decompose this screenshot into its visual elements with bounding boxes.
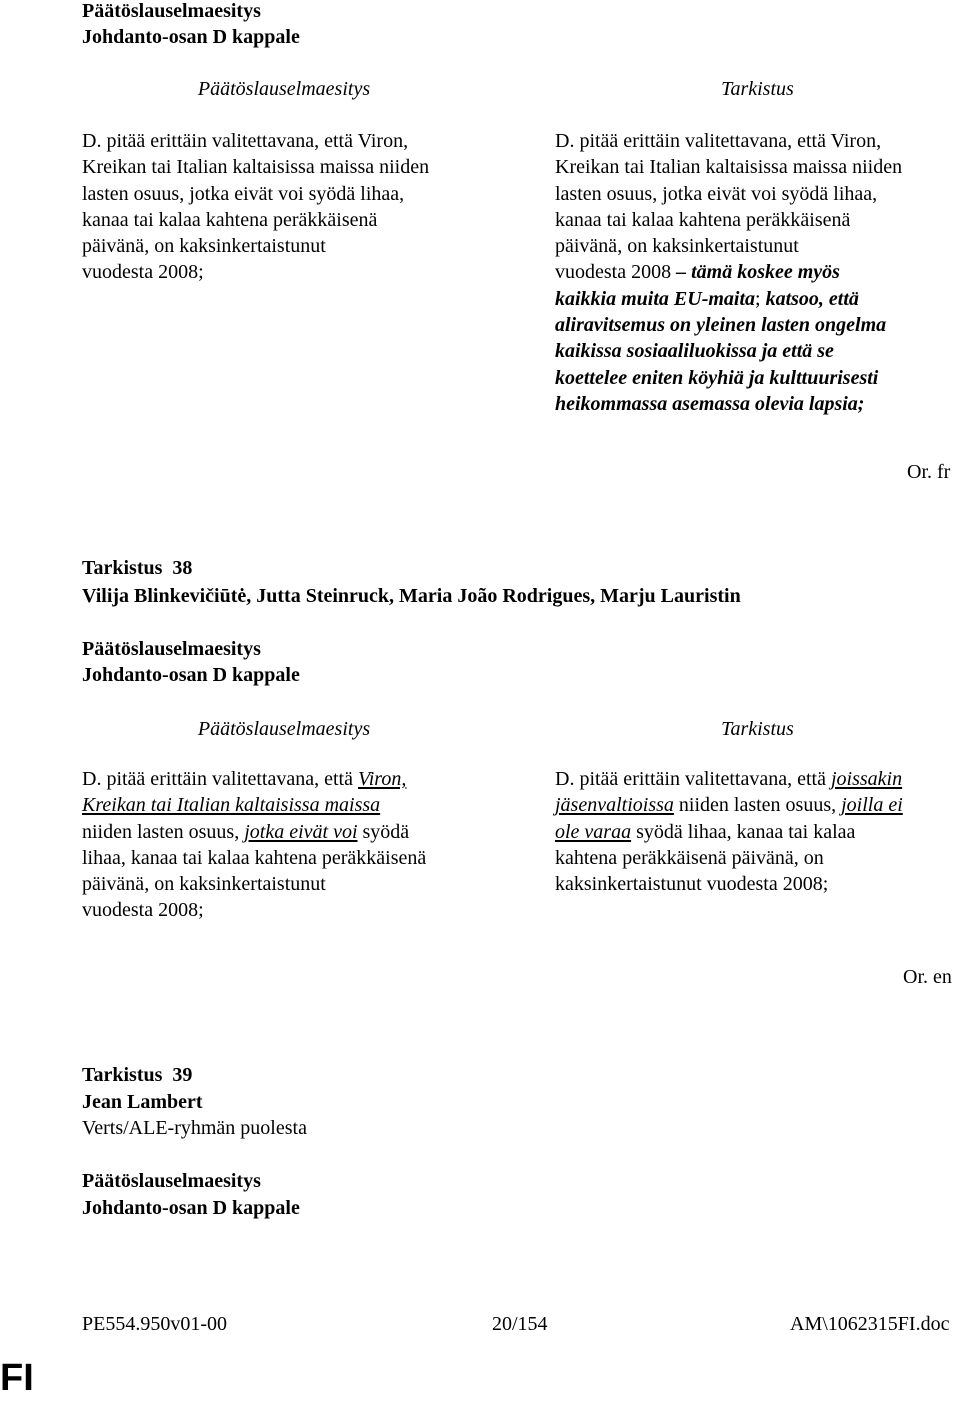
plain-text: niiden lasten osuus, [673,794,842,817]
text-line: Kreikan tai Italian kaltaisissa maissa niiden [82,156,430,179]
text-line [555,792,903,818]
text-line: D. pitää erittäin valitettavana, että Viron, [555,130,882,152]
text-line [82,792,426,818]
section-subheading: Johdanto-osan D kappale [82,1197,300,1219]
amended-text: koettelee eniten köyhiä ja kulttuurisesti [555,366,879,389]
left-column-header: Päätöslauselmaesitys [197,718,371,740]
amendment-label: Tarkistus [82,1064,163,1086]
amended-text: katsoo, että [765,287,859,310]
section-subheading: Johdanto-osan D kappale [82,26,300,48]
amendment-number: 39 [172,1064,193,1086]
original-language: Or. fr [907,461,951,483]
plain-text: D. pitää erittäin valitettavana, että [82,768,358,790]
amendment-title [82,1062,192,1088]
amended-text: aliravitsemus on yleinen lasten ongelma [555,314,887,337]
amended-text: – tämä koskee myös [676,261,840,284]
right-column-header: Tarkistus [721,718,794,740]
section-heading: Päätöslauselmaesitys [82,0,261,22]
amended-text: jotka eivät voi [244,820,358,843]
right-column-text [555,766,903,897]
amended-text: jäsenvaltioissa [555,794,674,817]
political-group: Verts/ALE-ryhmän puolesta [82,1117,307,1139]
text-line: kanaa tai kalaa kahtena peräkkäisenä [82,208,378,231]
text-line [82,819,426,845]
amended-text: heikommassa asemassa olevia lapsia; [555,392,865,415]
amendment-label: Tarkistus [82,557,163,579]
amendment-number: 38 [172,557,193,579]
footer-reference: PE554.950v01-00 [82,1313,227,1335]
amended-text: Kreikan tai Italian kaltaisissa maissa [82,794,381,817]
text-line: lasten osuus, jotka eivät voi syödä lihaa, [555,182,878,205]
amendment-author: Jean Lambert [82,1091,203,1113]
text-line: vuodesta 2008; [82,899,204,922]
text-line: päivänä, on kaksinkertaistunut [82,873,326,896]
section-subheading: Johdanto-osan D kappale [82,664,300,686]
text-line: päivänä, on kaksinkertaistunut [82,235,326,258]
right-column-text [555,128,902,417]
text-line [555,286,902,312]
left-column-text [82,766,426,924]
amendment-title [82,555,192,581]
right-column-header: Tarkistus [721,78,794,100]
section-heading: Päätöslauselmaesitys [82,638,261,660]
footer-document: AM\1062315FI.doc [790,1313,950,1335]
text-line [555,259,902,285]
left-column-header: Päätöslauselmaesitys [197,78,371,100]
left-column-text [82,128,429,286]
plain-text: syödä [357,820,410,843]
section-heading: Päätöslauselmaesitys [82,1170,261,1192]
text-line: vuodesta 2008; [82,261,204,284]
text-line: kanaa tai kalaa kahtena peräkkäisenä [555,208,851,231]
plain-text: ; [755,287,766,310]
page-number: 20/154 [492,1313,548,1335]
text-line [555,766,903,792]
amended-text: ole varaa [555,820,632,843]
text-line: Kreikan tai Italian kaltaisissa maissa niiden [555,156,903,179]
text-line: kaksinkertaistunut vuodesta 2008; [555,873,829,896]
text-line: lihaa, kanaa tai kalaa kahtena peräkkäisenä [82,846,427,869]
text-line [82,766,426,792]
plain-text: D. pitää erittäin valitettavana, että [555,768,831,790]
amended-text: joissakin [831,768,903,790]
text-line: D. pitää erittäin valitettavana, että Viron, [82,130,409,152]
original-language: Or. en [903,966,952,988]
plain-text: vuodesta 2008 [555,261,677,284]
amended-text: kaikissa sosiaaliluokissa ja että se [555,340,834,363]
text-line [555,819,903,845]
amended-text: Viron, [358,768,407,790]
text-line: päivänä, on kaksinkertaistunut [555,235,799,258]
amendment-authors: Vilija Blinkevičiūtė, Jutta Steinruck, Maria João Rodrigues, Marju Lauristin [82,585,741,607]
language-code: FI [0,1357,34,1399]
plain-text: syödä lihaa, kanaa tai kalaa [631,820,856,843]
amended-text: joilla ei [841,794,903,817]
text-line: kahtena peräkkäisenä päivänä, on [555,846,824,869]
amended-text: kaikkia muita EU-maita [555,287,756,310]
text-line: lasten osuus, jotka eivät voi syödä lihaa, [82,182,405,205]
plain-text: niiden lasten osuus, [82,820,245,843]
